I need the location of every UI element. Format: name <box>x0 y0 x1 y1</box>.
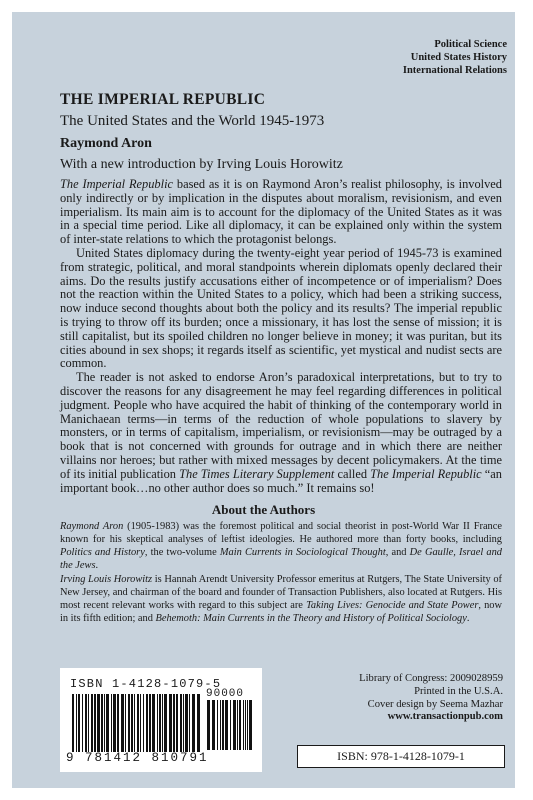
barcode-bar <box>152 694 155 752</box>
barcode-bar <box>183 694 184 752</box>
barcode-bar <box>159 694 161 752</box>
barcode-bar <box>117 694 119 752</box>
barcode-bar <box>189 694 190 752</box>
author-bio-horowitz: Irving Louis Horowitz is Hannah Arendt University Professor emeritus at Rutgers, The State University of New Jersey, and chairman of the board and founder of Transaction Publishers, also located at Rutgers. His most recent relevant works with regard to this subject are Taking Lives: Genocide and State Power, now in its fifth edition; and Behemoth: Main Currents in the Theory and History of Political Sociology. <box>60 574 503 625</box>
barcode-bar <box>164 694 167 752</box>
addon-barcode-icon <box>207 700 253 750</box>
price-addon-digits: 90000 <box>206 688 245 700</box>
description-paragraph: The Imperial Republic based as it is on Raymond Aron’s realist philosophy, is involved only indirectly or by implication in the disputes about moralism, revisionism, and even imperialism. Its main aim is to account for the diplomacy of the United States as it was in a special time period. Like all diplomacy, it can be explained only within the system of inter-state relations to which the protagonist belongs. <box>60 177 502 247</box>
publisher-url: www.transactionpub.com <box>387 711 503 723</box>
back-cover <box>12 12 515 788</box>
barcode-bar <box>91 694 93 752</box>
subject-categories <box>403 38 507 77</box>
barcode-bar <box>197 694 200 752</box>
barcode-bar <box>78 694 80 752</box>
barcode-bar <box>137 694 139 752</box>
isbn-13-box: ISBN: 978-1-4128-1079-1 <box>297 745 505 768</box>
barcode-bar <box>220 700 221 750</box>
library-of-congress: Library of Congress: 2009028959 <box>359 673 503 684</box>
barcode-bar <box>245 700 246 750</box>
barcode-icon <box>72 694 200 752</box>
barcode-bar <box>212 700 215 750</box>
author-bio-aron: Raymond Aron (1905-1983) was the foremost political and social theorist in post-World War II France known for his skeptical analyses of leftist ideologies. He authored more than forty books, including Politics and History, the two-volume Main Currents in Sociological Thought, and De Gaulle, Israel and the Jews. <box>60 521 502 572</box>
barcode-bar <box>230 700 231 750</box>
barcode-bar <box>72 694 74 752</box>
barcode-bar <box>121 694 124 752</box>
barcode-bar <box>131 694 133 752</box>
description-paragraph: United States diplomacy during the twenty-eight year period of 1945-73 is examined from strategic, political, and moral standpoints wherein diplomats openly declared their aims. Do the results justify accusations either of incompetence or of imperialism? Does not the reaction within the United States to a policy, which had been a striking success, now induce second thoughts about both the policy and its results? The imperial republic is trying to throw off its burden; once a missionary, it has lost the sense of mission; it is still capitalist, but its spoiled children no longer believe in money; it was puritan, but its cities abound in sex shops; it regards itself as scientific, yet mystical and nudist sects are common. <box>60 245 502 371</box>
barcode-bar <box>104 694 105 752</box>
barcode-bar <box>113 694 116 752</box>
barcode-bar <box>247 700 248 750</box>
barcode-bar <box>88 694 89 752</box>
barcode-bar <box>149 694 151 752</box>
bottom-margin <box>12 778 515 788</box>
barcode-bar <box>157 694 158 752</box>
book-author: Raymond Aron <box>60 136 152 151</box>
book-title: THE IMPERIAL REPUBLIC <box>60 91 266 108</box>
barcode-bar <box>140 694 141 752</box>
barcode-bar <box>185 694 188 752</box>
barcode-bar <box>106 694 109 752</box>
barcode-bar <box>239 700 241 750</box>
barcode-bar <box>225 700 228 750</box>
cover-design-credit: Cover design by Seema Mazhar <box>367 698 503 710</box>
barcode-bar <box>162 694 163 752</box>
barcode-bar <box>249 700 252 750</box>
publisher-info <box>359 673 503 724</box>
description-text <box>60 178 502 495</box>
barcode-bar <box>173 694 175 752</box>
barcode-bar <box>125 694 126 752</box>
barcode-bar <box>94 694 96 752</box>
barcode-bar <box>85 694 87 752</box>
ean-digits: 9 781412 810791 <box>66 751 209 765</box>
barcode-bar <box>222 700 224 750</box>
barcode-bar <box>128 694 130 752</box>
barcode-bar <box>143 694 144 752</box>
book-subtitle: The United States and the World 1945-1973 <box>60 113 325 129</box>
printed-in: Printed in the U.S.A. <box>414 685 503 697</box>
barcode-bar <box>111 694 112 752</box>
barcode-bar <box>176 694 178 752</box>
barcode-bar <box>169 694 172 752</box>
barcode-bar <box>243 700 244 750</box>
barcode-bar <box>192 694 195 752</box>
barcode-bar <box>76 694 77 752</box>
introduction-credit: With a new introduction by Irving Louis Horowitz <box>60 157 343 172</box>
barcode-bar <box>207 700 210 750</box>
barcode-bar <box>134 694 135 752</box>
category-label: United States History <box>410 52 507 63</box>
barcode-panel <box>60 668 262 772</box>
about-authors-heading: About the Authors <box>211 502 316 517</box>
category-label: Political Science <box>434 39 507 50</box>
barcode-isbn-text: ISBN 1-4128-1079-5 <box>70 677 222 691</box>
category-label: International Relations <box>402 65 507 76</box>
barcode-bar <box>237 700 238 750</box>
description-paragraph: The reader is not asked to endorse Aron’s paradoxical interpretations, but to try to discover the reasons for any disagreement he may feel regarding differences in political judgment. People who have acquired the habit of thinking of the contemporary world in Manichaean terms—in terms of the reduction of whole populations to slavery by monsters, or in terms of capitalism, imperialism, or revisionism—may be outraged by a book that is not concerned with grounds for outrage and in which there are neither villains nor heroes; but rather with mixed messages by decent policymakers. At the time of its initial publication The Times Literary Supplement called The Imperial Republic “an important book…no other author does so much.” It remains so! <box>60 370 502 495</box>
barcode-bar <box>180 694 182 752</box>
book-title-italic: The Imperial Republic <box>60 177 174 191</box>
barcode-bar <box>82 694 83 752</box>
barcode-bar <box>101 694 103 752</box>
barcode-bar <box>233 700 236 750</box>
barcode-bar <box>146 694 148 752</box>
barcode-bar <box>97 694 100 752</box>
barcode-bar <box>217 700 218 750</box>
